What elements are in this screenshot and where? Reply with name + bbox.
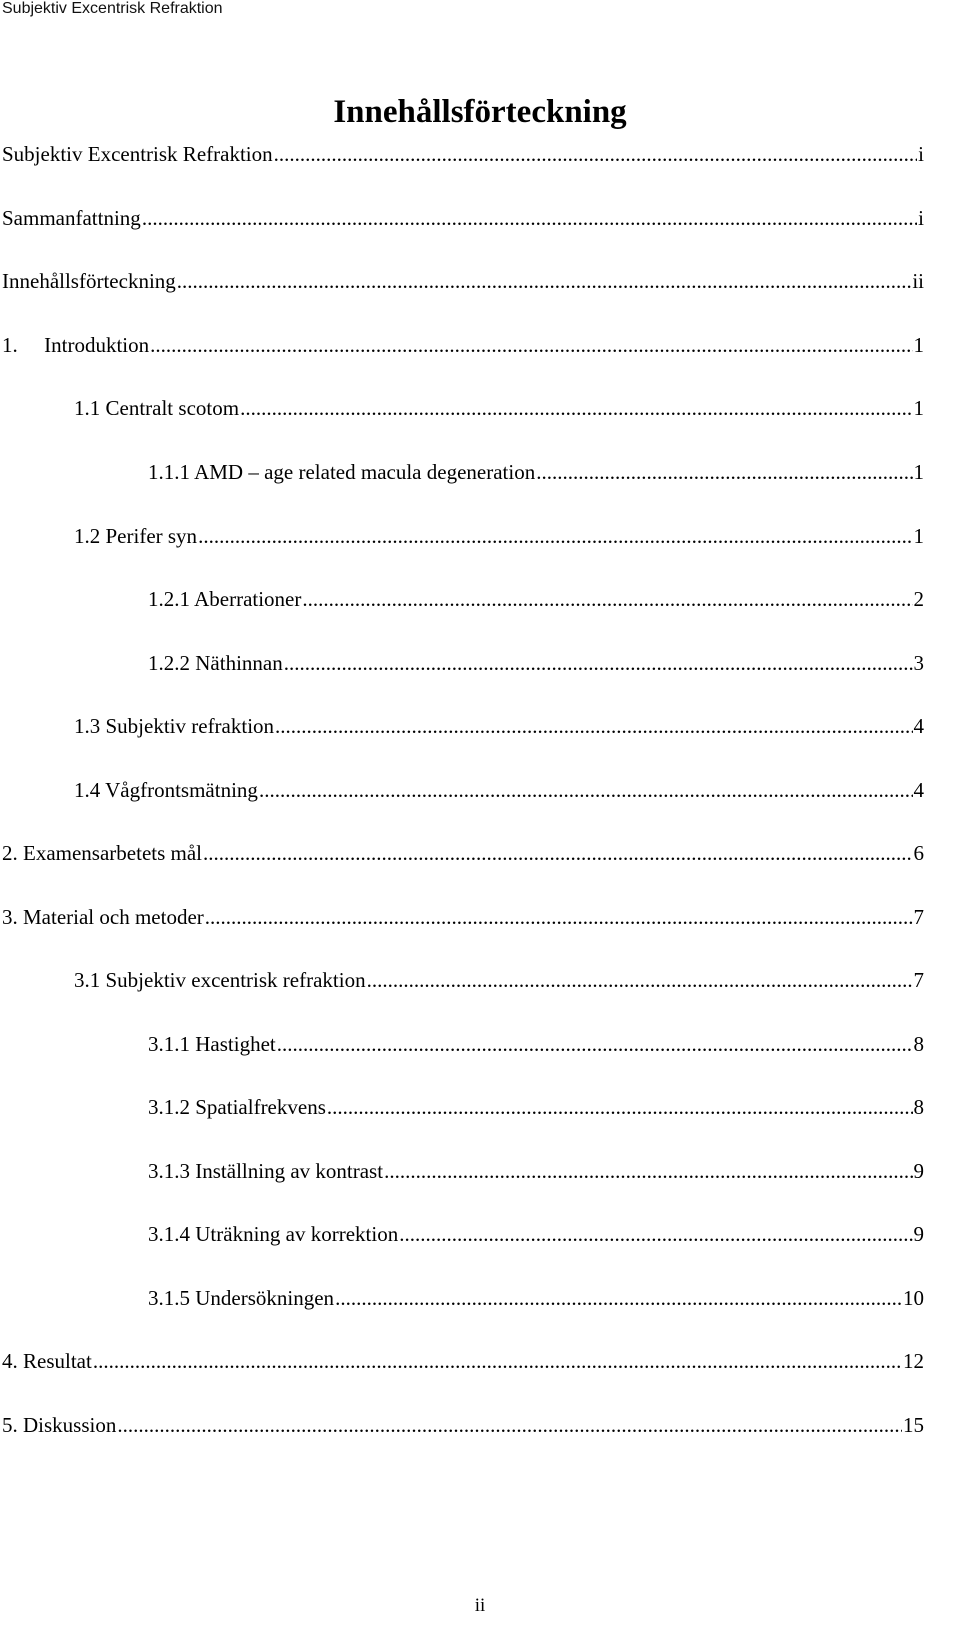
- toc-leader-dots: [367, 966, 913, 994]
- toc-entry-label: Sammanfattning: [2, 206, 141, 230]
- toc-entry-subjektiv-excentrisk-refraktion-metod[interactable]: [74, 966, 924, 994]
- toc-entry-page: 15: [903, 1413, 924, 1437]
- toc-entry-label: 5. Diskussion: [2, 1413, 117, 1437]
- toc-leader-dots: [384, 1157, 912, 1185]
- toc-entry-page: 1: [913, 396, 924, 420]
- page-title: Innehållsförteckning: [333, 94, 627, 130]
- toc-entry-page: ii: [912, 269, 924, 293]
- toc-entry-label: 1.2 Perifer syn: [74, 524, 198, 548]
- toc-entry-label: 3.1.3 Inställning av kontrast: [148, 1159, 384, 1183]
- toc-leader-dots: [150, 331, 912, 359]
- toc-entry-page: 6: [913, 841, 924, 865]
- toc-leader-dots: [259, 776, 913, 804]
- toc-entry-page: 8: [913, 1032, 924, 1056]
- toc-entry-label: 1.4 Vågfrontsmätning: [74, 778, 258, 802]
- toc-entry-label: 3.1.5 Undersökningen: [148, 1286, 335, 1310]
- toc-leader-dots: [205, 903, 913, 931]
- toc-leader-dots: [302, 585, 912, 613]
- toc-entry-page: 10: [903, 1286, 924, 1310]
- toc-entry-page: 1: [913, 460, 924, 484]
- page-number: ii: [474, 1595, 486, 1616]
- toc-entry-label: Subjektiv Excentrisk Refraktion: [2, 142, 273, 166]
- toc-entry-page: 3: [913, 651, 924, 675]
- toc-entry-label: 3.1 Subjektiv excentrisk refraktion: [74, 968, 366, 992]
- toc-entry-spatialfrekvens[interactable]: [148, 1093, 924, 1121]
- toc-entry-page: 4: [913, 778, 924, 802]
- toc-entry-page: 7: [913, 968, 924, 992]
- toc-leader-dots: [284, 649, 913, 677]
- toc-entry-resultat[interactable]: [2, 1347, 924, 1375]
- toc-entry-label: 1.2.2 Näthinnan: [148, 651, 283, 675]
- toc-entry-page: 1: [913, 524, 924, 548]
- toc-entry-number: 1.: [2, 333, 18, 357]
- toc-entry-label: 1.3 Subjektiv refraktion: [74, 714, 275, 738]
- toc-entry-label: 1.1.1 AMD – age related macula degeneration: [148, 460, 536, 484]
- toc-leader-dots: [198, 522, 912, 550]
- toc-entry-page: 9: [913, 1159, 924, 1183]
- toc-entry-label: Innehållsförteckning: [2, 269, 176, 293]
- toc-leader-dots: [142, 204, 917, 232]
- toc-entry-subjektiv-refraktion[interactable]: [74, 712, 924, 740]
- toc-entry-page: 1: [913, 333, 924, 357]
- toc-leader-dots: [93, 1347, 902, 1375]
- toc-entry-page: 12: [903, 1349, 924, 1373]
- toc-leader-dots: [536, 458, 912, 486]
- toc-leader-dots: [275, 712, 912, 740]
- toc-entry-nathinnan[interactable]: [148, 649, 924, 677]
- toc-entry-label: 1.2.1 Aberrationer: [148, 587, 302, 611]
- toc-entry-amd[interactable]: [148, 458, 924, 486]
- toc-entry-perifer-syn[interactable]: [74, 522, 924, 550]
- toc-entry-page: i: [918, 142, 924, 166]
- toc-leader-dots: [327, 1093, 913, 1121]
- running-header: Subjektiv Excentrisk Refraktion: [2, 0, 223, 17]
- toc-entry-hastighet[interactable]: [148, 1030, 924, 1058]
- toc-entry-label: 4. Resultat: [2, 1349, 92, 1373]
- toc-entry-aberrationer[interactable]: [148, 585, 924, 613]
- toc-entry-page: 8: [913, 1095, 924, 1119]
- toc-entry-material-och-metoder[interactable]: [2, 903, 924, 931]
- toc-entry-innehallsforteckning[interactable]: [2, 267, 924, 295]
- toc-entry-page: 9: [913, 1222, 924, 1246]
- toc-entry-label: 1.1 Centralt scotom: [74, 396, 240, 420]
- toc-leader-dots: [274, 140, 918, 168]
- toc-entry-page: 2: [913, 587, 924, 611]
- toc-entry-sammanfattning[interactable]: [2, 204, 924, 232]
- toc-entry-centralt-scotom[interactable]: [74, 394, 924, 422]
- toc-leader-dots: [177, 267, 912, 295]
- toc-entry-label: 3. Material och metoder: [2, 905, 204, 929]
- toc-leader-dots: [203, 839, 912, 867]
- toc-entry-undersokningen[interactable]: [148, 1284, 924, 1312]
- toc-leader-dots: [277, 1030, 913, 1058]
- toc-entry-introduktion[interactable]: [2, 331, 924, 359]
- toc-entry-label: 3.1.2 Spatialfrekvens: [148, 1095, 326, 1119]
- toc-leader-dots: [399, 1220, 912, 1248]
- toc-entry-diskussion[interactable]: [2, 1411, 924, 1439]
- toc-entry-page: i: [918, 206, 924, 230]
- toc-entry-vagfrontsmatning[interactable]: [74, 776, 924, 804]
- toc-entry-utrakning-av-korrektion[interactable]: [148, 1220, 924, 1248]
- toc-entry-page: 7: [913, 905, 924, 929]
- toc-entry-label: 3.1.4 Uträkning av korrektion: [148, 1222, 399, 1246]
- toc-entry-examensarbetets-mal[interactable]: [2, 839, 924, 867]
- toc-entry-label: 3.1.1 Hastighet: [148, 1032, 276, 1056]
- toc-leader-dots: [117, 1411, 902, 1439]
- toc-leader-dots: [240, 394, 912, 422]
- toc-entry-label: 2. Examensarbetets mål: [2, 841, 203, 865]
- toc-entry-subjektiv-excentrisk-refraktion[interactable]: [2, 140, 924, 168]
- toc-entry-page: 4: [913, 714, 924, 738]
- toc-leader-dots: [335, 1284, 902, 1312]
- toc-entry-label: Introduktion: [44, 333, 150, 357]
- toc-entry-installning-av-kontrast[interactable]: [148, 1157, 924, 1185]
